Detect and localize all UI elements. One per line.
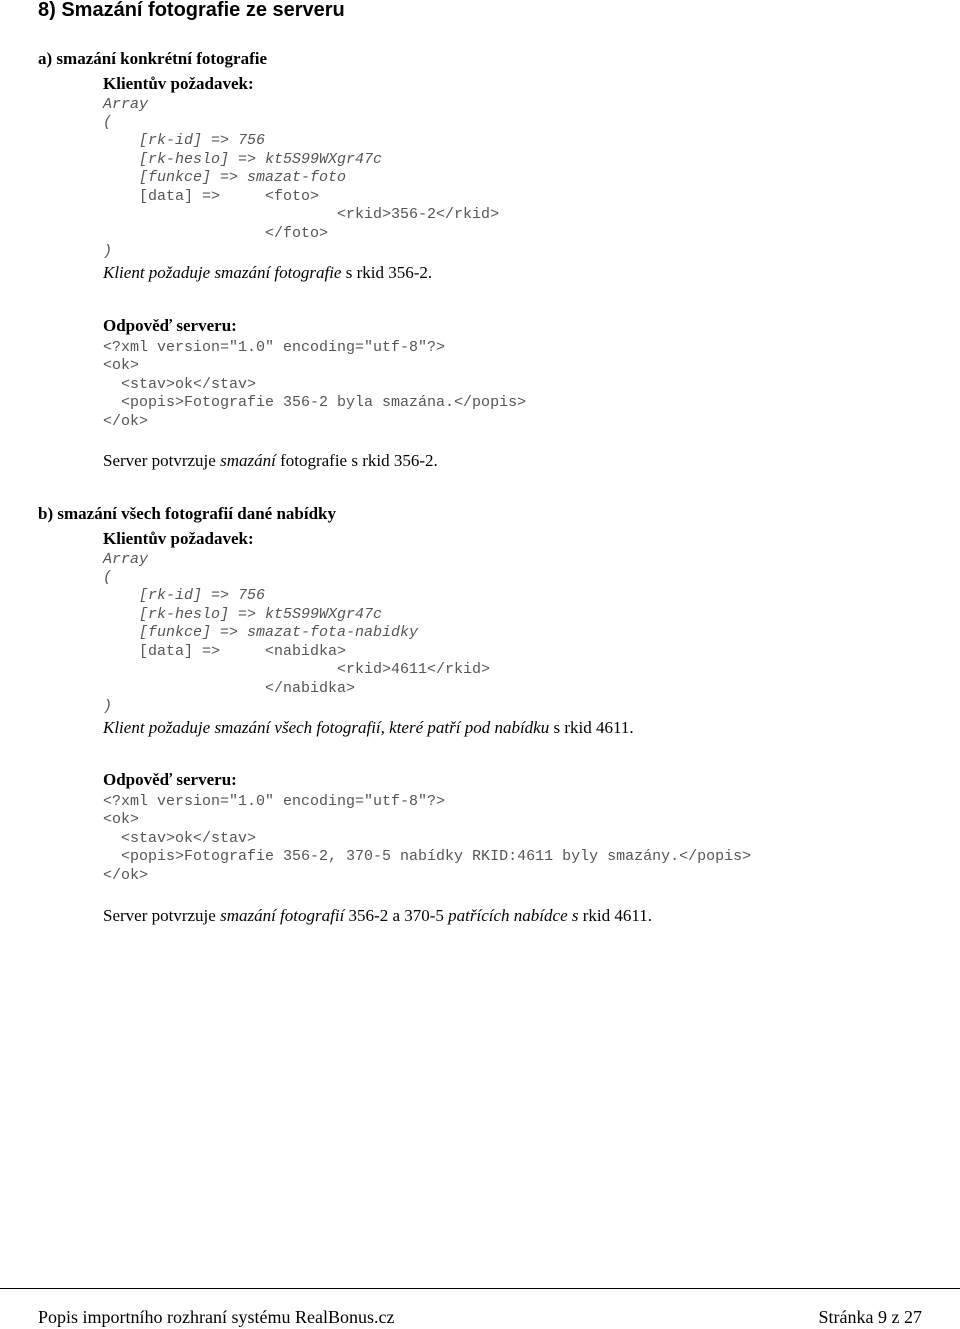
section-a-response-line: <popis>Fotografie 356-2 byla smazána.</popis> xyxy=(103,394,527,411)
section-a-heading: a) smazání konkrétní fotografie xyxy=(38,49,268,68)
section-b-response-line: <ok> xyxy=(103,811,140,828)
section-b-response-line: <stav>ok</stav> xyxy=(103,830,257,847)
footer-left: Popis importního rozhraní systému RealBonus.cz xyxy=(38,1307,395,1327)
section-b-request-line: ) xyxy=(103,698,113,715)
footer-divider xyxy=(0,1288,960,1289)
footer-right: Stránka 9 z 27 xyxy=(818,1307,922,1327)
response-note-part: Server potvrzuje xyxy=(103,451,221,470)
section-b-response-line: <?xml version="1.0" encoding="utf-8"?> xyxy=(103,793,446,810)
response-note-italic: smazání fotografií xyxy=(220,906,345,925)
section-a-response-label: Odpověď serveru: xyxy=(103,316,237,335)
section-b-request-line: ( xyxy=(103,569,113,586)
section-a-request-line: ( xyxy=(103,114,113,131)
section-a-request-line: ) xyxy=(103,243,113,260)
response-note-part: rkid 4611. xyxy=(578,906,652,925)
section-b-response-line: <popis>Fotografie 356-2, 370-5 nabídky RKID:4611 byly smazány.</popis> xyxy=(103,848,752,865)
section-a-response-line: <stav>ok</stav> xyxy=(103,376,257,393)
section-b-response-line: </ok> xyxy=(103,867,149,884)
section-a-request-line: [rk-heslo] => kt5S99WXgr47c xyxy=(103,151,383,168)
section-a-request-label: Klientův požadavek: xyxy=(103,74,254,93)
section-a-request-note xyxy=(103,263,432,283)
section-a-request-line: <rkid>356-2</rkid> xyxy=(103,206,500,223)
section-b-request-line: Array xyxy=(103,551,149,568)
response-note-italic: smazání xyxy=(220,451,276,470)
section-b-request-line: </nabidka> xyxy=(103,680,356,697)
section-b-heading: b) smazání všech fotografií dané nabídky xyxy=(38,504,336,523)
section-b-response-label: Odpověď serveru: xyxy=(103,770,237,789)
response-note-part: Server potvrzuje xyxy=(103,906,221,925)
request-note-italic: Klient požaduje smazání fotografie xyxy=(103,263,342,282)
section-a-response-line: <?xml version="1.0" encoding="utf-8"?> xyxy=(103,339,446,356)
response-note-part: 356-2 a 370-5 xyxy=(344,906,449,925)
page-title: 8) Smazání fotografie ze serveru xyxy=(38,0,345,21)
section-a-request-line: </foto> xyxy=(103,225,329,242)
section-b-request-line: [rk-id] => 756 xyxy=(103,587,266,604)
section-b-request-label: Klientův požadavek: xyxy=(103,529,254,548)
section-a-response-line: </ok> xyxy=(103,413,149,430)
section-b-request-line: [rk-heslo] => kt5S99WXgr47c xyxy=(103,606,383,623)
section-a-request-line: [rk-id] => 756 xyxy=(103,132,266,149)
request-note-plain: s rkid 356-2. xyxy=(341,263,433,282)
section-b-request-note xyxy=(103,718,634,738)
section-b-request-line: <rkid>4611</rkid> xyxy=(103,661,491,678)
request-note-plain: s rkid 4611. xyxy=(549,718,634,737)
section-b-request-line: [funkce] => smazat-fota-nabidky xyxy=(103,624,419,641)
section-b-response-note xyxy=(103,906,652,926)
section-a-request-line: Array xyxy=(103,96,149,113)
response-note-part: fotografie s rkid 356-2. xyxy=(275,451,438,470)
response-note-italic: patřících nabídce s xyxy=(448,906,579,925)
section-a-response-line: <ok> xyxy=(103,357,140,374)
section-b-request-line: [data] => <nabidka> xyxy=(103,643,347,660)
request-note-italic: Klient požaduje smazání všech fotografií, které patří pod nabídku xyxy=(103,718,550,737)
section-a-response-note xyxy=(103,451,438,471)
section-a-request-line: [data] => <foto> xyxy=(103,188,320,205)
section-a-request-line: [funkce] => smazat-foto xyxy=(103,169,347,186)
